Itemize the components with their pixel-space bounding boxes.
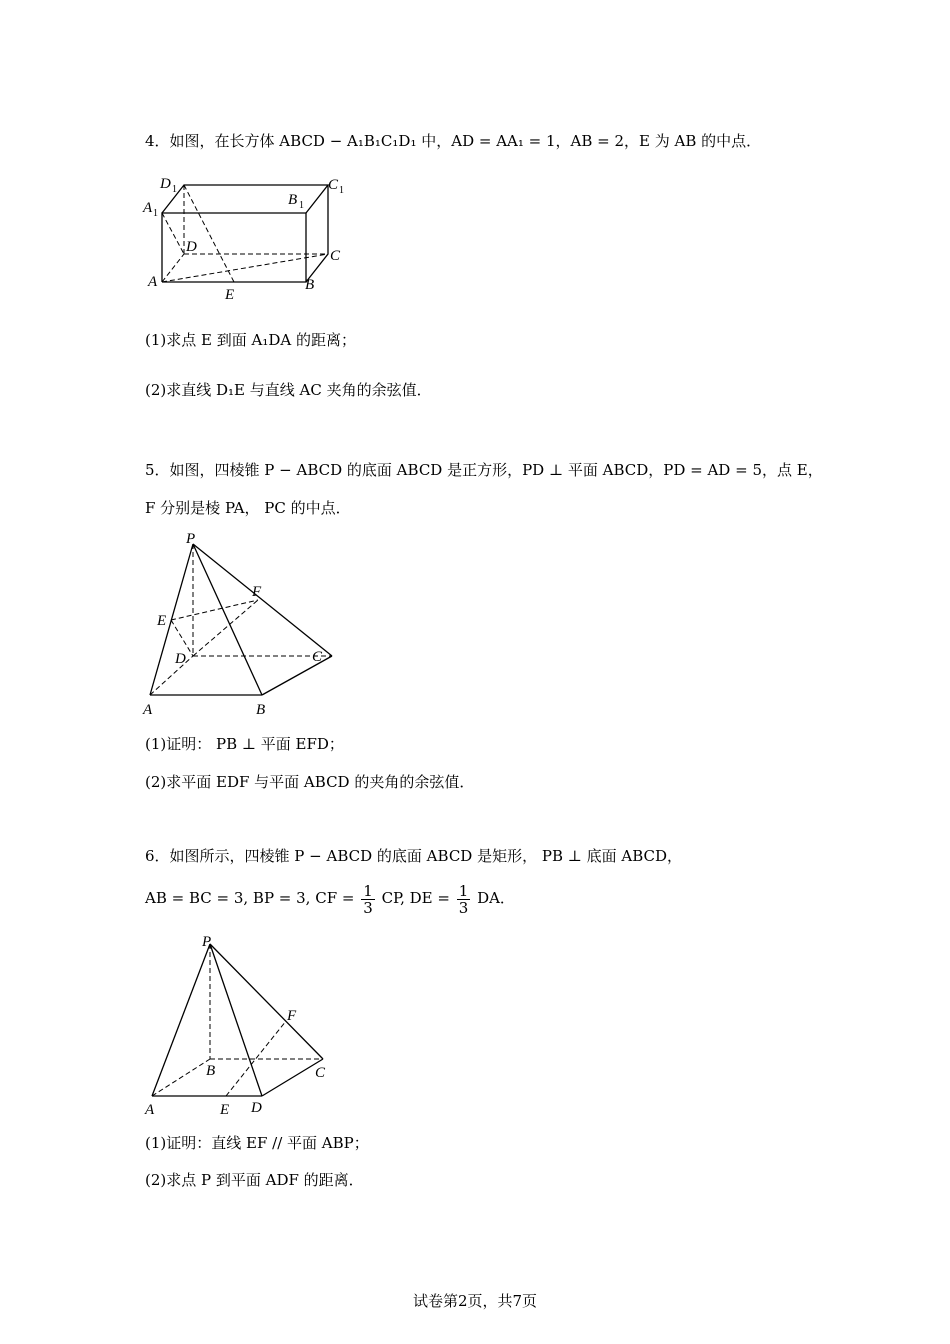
- edge-P-D: [210, 944, 262, 1096]
- label-D: D: [251, 1100, 262, 1116]
- edge-A-D: [150, 656, 193, 695]
- svg-text:1: 1: [153, 208, 158, 219]
- problem-4-question-2: (2)求直线 D₁E 与直线 AC 夹角的余弦值．: [145, 381, 432, 399]
- label-F: F: [252, 584, 262, 600]
- label-E: E: [225, 287, 235, 303]
- label-D: D: [175, 651, 186, 667]
- page-footer: 试卷第2页，共7页: [412, 1292, 538, 1310]
- segment-A1-D: [162, 213, 184, 254]
- label-E: E: [157, 613, 167, 629]
- edge-P-C: [193, 544, 332, 656]
- fraction-one-third-a: $\frac{1}{3}$: [363, 881, 373, 917]
- problem-6-question-2: (2)求点 P 到平面 ADF 的距离．: [145, 1171, 364, 1189]
- label-D: D: [186, 239, 197, 255]
- conditions-suffix: DA．: [477, 889, 515, 907]
- segment-A-C: [162, 254, 328, 282]
- label-B1: B: [288, 192, 298, 208]
- edge-D-C: [262, 1059, 323, 1096]
- conditions-prefix: AB = BC = 3, BP = 3, CF =: [145, 889, 355, 907]
- problem-5-figure-pyramid: [140, 528, 340, 718]
- edge-P-B: [193, 544, 262, 695]
- label-A: A: [148, 274, 158, 290]
- problem-6-question-1: (1)证明：直线 EF // 平面 ABP；: [145, 1134, 369, 1152]
- label-E: E: [220, 1102, 230, 1118]
- problem-6-conditions: [145, 874, 515, 922]
- problem-6-statement-line-1: 6．如图所示，四棱锥 P − ABCD 的底面 ABCD 是矩形， PB ⊥ 底面 ABCD，: [145, 847, 683, 865]
- problem-4-statement: 4．如图，在长方体 ABCD − A₁B₁C₁D₁ 中，AD = AA₁ = 1，AB = 2，E 为 AB 的中点．: [145, 132, 762, 150]
- conditions-middle: CP, DE =: [381, 889, 450, 907]
- label-P: P: [186, 531, 196, 547]
- label-D1: D: [160, 176, 171, 192]
- label-C1: C: [328, 177, 339, 193]
- label-P: P: [202, 934, 212, 950]
- edge-P-C: [210, 944, 323, 1059]
- label-C: C: [330, 248, 341, 264]
- label-C: C: [312, 649, 323, 665]
- segment-E-F: [171, 600, 258, 620]
- problem-5-statement-line-1: 5．如图，四棱锥 P − ABCD 的底面 ABCD 是正方形，PD ⊥ 平面 ABCD，PD = AD = 5，点 E，: [145, 461, 823, 479]
- label-B: B: [206, 1063, 216, 1079]
- cuboid-front-face: [162, 213, 306, 282]
- problem-5-question-2: (2)求平面 EDF 与平面 ABCD 的夹角的余弦值．: [145, 773, 475, 791]
- edge-A-B: [152, 1059, 210, 1096]
- segment-D1-E: [184, 185, 234, 282]
- label-B: B: [305, 277, 315, 293]
- edge-A-D: [162, 254, 184, 282]
- problem-5-question-1: (1)证明： PB ⊥ 平面 EFD；: [145, 735, 344, 753]
- segment-D-F: [193, 600, 258, 656]
- svg-text:1: 1: [299, 200, 304, 211]
- label-F: F: [287, 1008, 297, 1024]
- problem-6-figure-pyramid: [140, 928, 340, 1118]
- problem-4-figure-cuboid: [140, 170, 360, 305]
- label-A: A: [145, 1102, 155, 1118]
- svg-text:1: 1: [172, 184, 177, 195]
- edge-P-A: [152, 944, 210, 1096]
- svg-text:1: 1: [339, 185, 344, 196]
- label-A1: A: [143, 200, 153, 216]
- problem-5-statement-line-2: F 分别是棱 PA， PC 的中点．: [145, 499, 351, 517]
- label-A: A: [143, 702, 153, 718]
- fraction-one-third-b: $\frac{1}{3}$: [458, 881, 469, 917]
- label-B: B: [256, 702, 266, 718]
- problem-4-question-1: (1)求点 E 到面 A₁DA 的距离；: [145, 331, 356, 349]
- label-C: C: [315, 1065, 326, 1081]
